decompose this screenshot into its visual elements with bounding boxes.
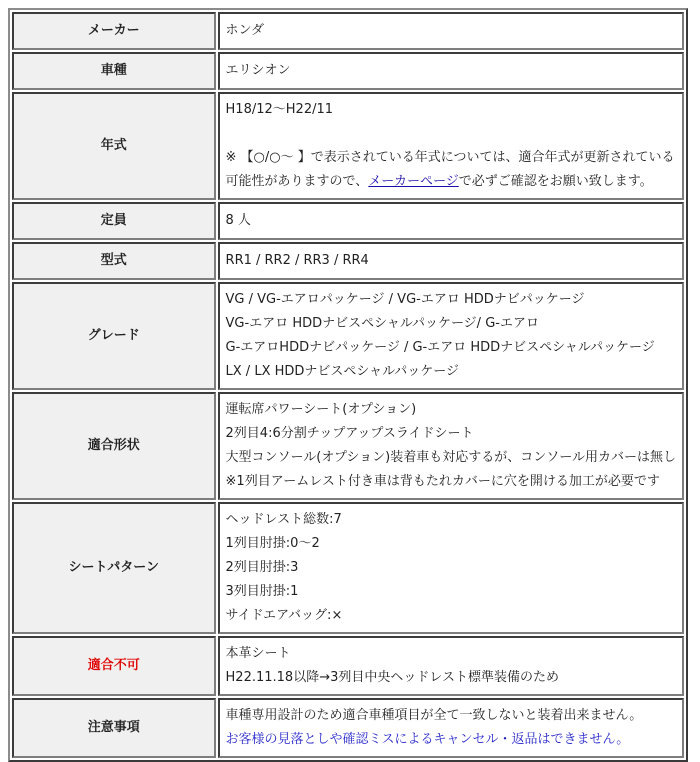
row-seat-pattern <box>12 502 684 634</box>
vehicle-spec-table <box>8 8 688 762</box>
caution-notice: お客様の見落としや確認ミスによるキャンセル・返品はできません。 <box>225 732 630 747</box>
row-shape <box>12 392 684 500</box>
row-incompatible <box>12 636 684 696</box>
maker-page-link[interactable]: メーカーページ <box>368 174 459 189</box>
row-model <box>12 52 684 90</box>
value-type: RR1 / RR2 / RR3 / RR4 <box>218 242 684 280</box>
year-note-prefix: 可能性がありますので、 <box>225 174 369 189</box>
label-model: 車種 <box>12 52 216 90</box>
row-year <box>12 92 684 200</box>
value-shape <box>218 392 684 500</box>
value-seat-pattern <box>218 502 684 634</box>
label-maker: メーカー <box>12 12 216 50</box>
year-note-suffix: で必ずご確認をお願い致します。 <box>458 174 653 189</box>
seat-pattern-line: ヘッドレスト総数:7 <box>225 512 342 527</box>
seat-pattern-line: 1列目肘掛:0～2 <box>225 536 320 551</box>
caution-line: 車種専用設計のため適合車種項目が全て一致しないと装着出来ません。 <box>225 708 643 723</box>
value-maker: ホンダ <box>218 12 684 50</box>
value-capacity: 8 人 <box>218 202 684 240</box>
grade-line: VG-エアロ HDDナビスペシャルパッケージ/ G-エアロ <box>225 316 539 331</box>
row-caution <box>12 698 684 758</box>
incompatible-line: H22.11.18以降→3列目中央ヘッドレスト標準装備のため <box>225 670 559 685</box>
shape-line: ※1列目アームレスト付き車は背もたれカバーに穴を開ける加工が必要です <box>225 474 660 489</box>
grade-line: G-エアロHDDナビパッケージ / G-エアロ HDDナビスペシャルパッケージ <box>225 340 655 355</box>
row-grade <box>12 282 684 390</box>
seat-pattern-line: 2列目肘掛:3 <box>225 560 299 575</box>
shape-line: 運転席パワーシート(オプション) <box>225 402 417 417</box>
value-year <box>218 92 684 200</box>
label-incompatible: 適合不可 <box>12 636 216 696</box>
label-caution: 注意事項 <box>12 698 216 758</box>
value-caution <box>218 698 684 758</box>
label-type: 型式 <box>12 242 216 280</box>
label-capacity: 定員 <box>12 202 216 240</box>
label-seat-pattern: シートパターン <box>12 502 216 634</box>
incompatible-line: 本革シート <box>225 646 291 661</box>
value-grade <box>218 282 684 390</box>
shape-line: 2列目4:6分割チップアップスライドシート <box>225 426 474 441</box>
label-shape: 適合形状 <box>12 392 216 500</box>
grade-line: VG / VG-エアロパッケージ / VG-エアロ HDDナビパッケージ <box>225 292 585 307</box>
year-note-line2 <box>226 170 676 194</box>
spacer <box>226 122 676 146</box>
value-model: エリシオン <box>218 52 684 90</box>
label-grade: グレード <box>12 282 216 390</box>
row-maker <box>12 12 684 50</box>
row-type <box>12 242 684 280</box>
seat-pattern-line: 3列目肘掛:1 <box>225 584 299 599</box>
grade-line: LX / LX HDDナビスペシャルパッケージ <box>225 364 459 379</box>
shape-line: 大型コンソール(オプション)装着車も対応するが、コンソール用カバーは無し <box>225 450 676 465</box>
seat-pattern-line: サイドエアバッグ:× <box>225 608 343 623</box>
year-note-line1: ※ 【○/○～ 】で表示されている年式については、適合年式が更新されている <box>225 150 675 165</box>
year-range: H18/12～H22/11 <box>225 102 334 117</box>
label-year: 年式 <box>12 92 216 200</box>
row-capacity <box>12 202 684 240</box>
value-incompatible <box>218 636 684 696</box>
